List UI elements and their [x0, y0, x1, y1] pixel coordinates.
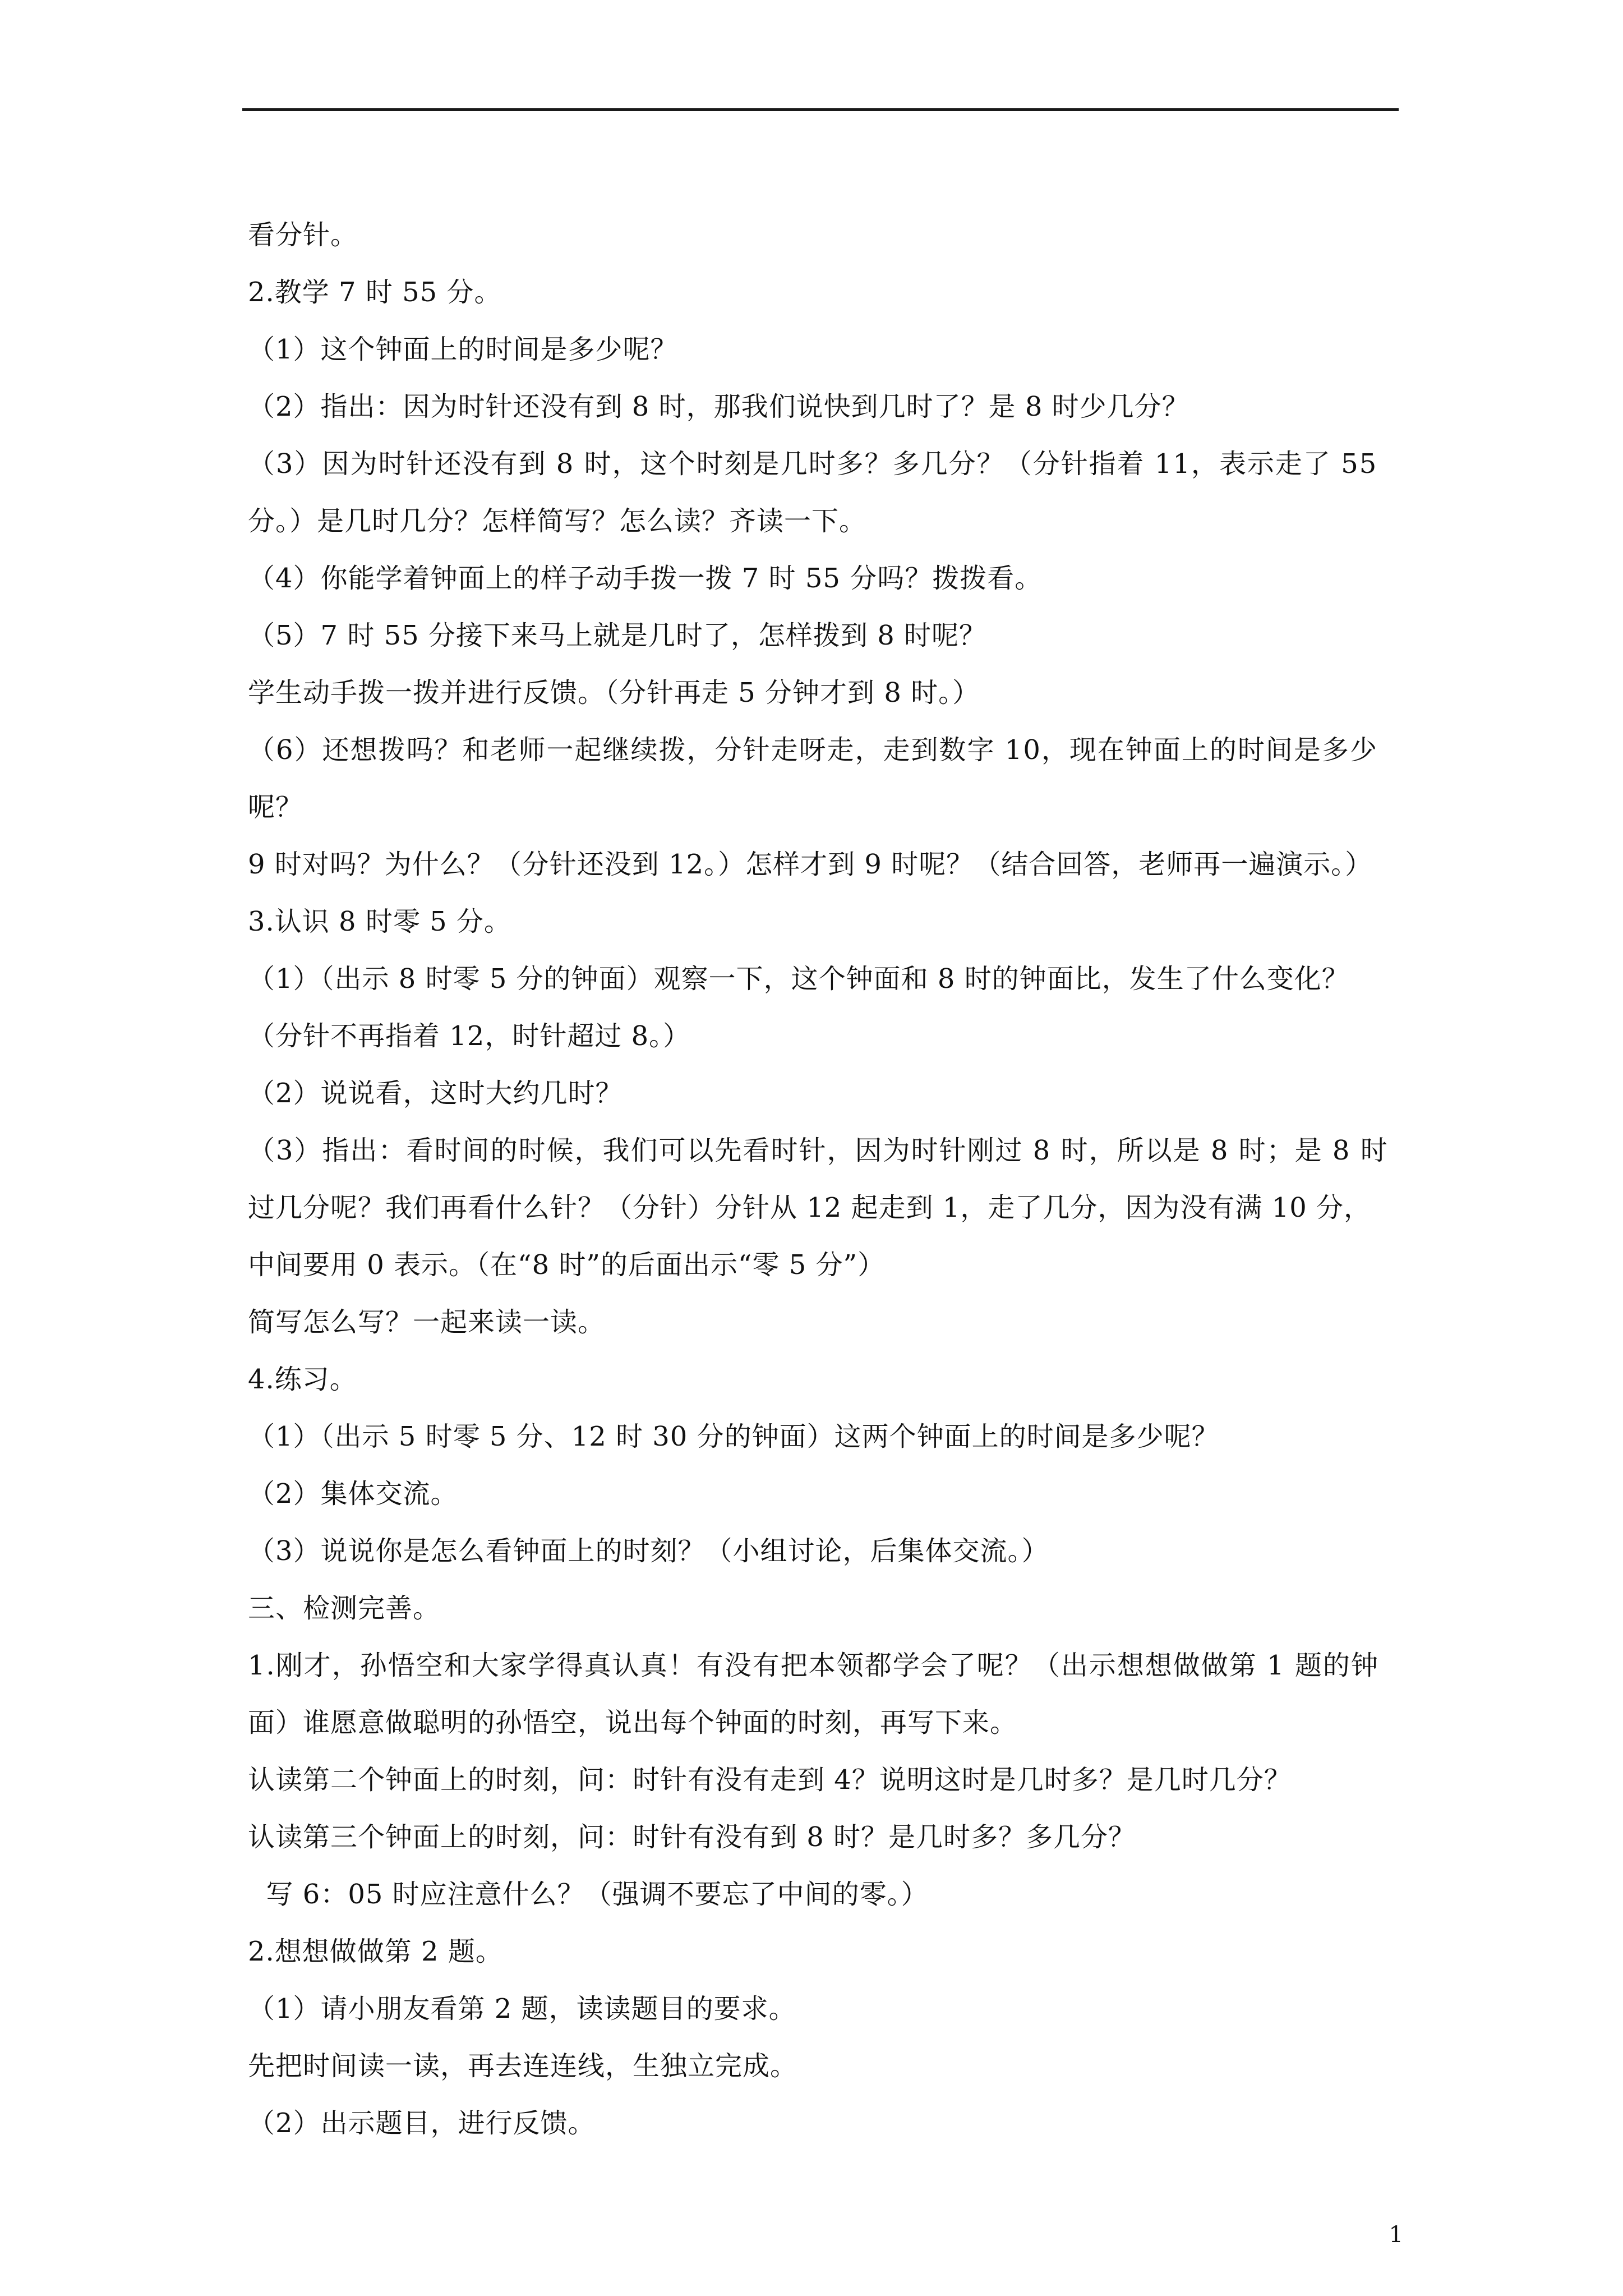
header-rule — [242, 108, 1399, 111]
text-line: 看分针。 — [248, 219, 358, 251]
text-line: （1）（出示 8 时零 5 分的钟面）观察一下，这个钟面和 8 时的钟面比，发生了什么变化？ — [248, 963, 1349, 995]
text-line: 呢？ — [248, 792, 303, 823]
text-line: 分。）是几时几分？怎样简写？怎么读？齐读一下。 — [248, 505, 867, 537]
text-line: 学生动手拨一拨并进行反馈。（分针再走 5 分钟才到 8 时。） — [248, 677, 980, 708]
text-line: 认读第二个钟面上的时刻，问：时针有没有走到 4？说明这时是几时多？是几时几分？ — [248, 1764, 1292, 1796]
text-line: （1）这个钟面上的时间是多少呢？ — [248, 334, 678, 365]
text-line: （4）你能学着钟面上的样子动手拨一拨 7 时 55 分吗？拨拨看。 — [248, 563, 1043, 594]
text-line: 面）谁愿意做聪明的孙悟空，说出每个钟面的时刻，再写下来。 — [248, 1707, 1018, 1738]
section-heading: 2.教学 7 时 55 分。 — [248, 277, 502, 308]
page-number: 1 — [1389, 2222, 1403, 2248]
text-line: （1）（出示 5 时零 5 分、12 时 30 分的钟面）这两个钟面上的时间是多少呢？ — [248, 1421, 1219, 1452]
document-body — [248, 206, 1403, 2152]
section-heading: 3.认识 8 时零 5 分。 — [248, 906, 511, 937]
text-line: （2）出示题目，进行反馈。 — [248, 2108, 596, 2139]
section-heading: 2.想想做做第 2 题。 — [248, 1936, 503, 1967]
text-line: （2）集体交流。 — [248, 1478, 458, 1510]
text-line: 9 时对吗？为什么？（分针还没到 12。）怎样才到 9 时呢？（结合回答，老师再一遍演示。） — [248, 849, 1373, 880]
text-line: 过几分呢？我们再看什么针？（分针）分针从 12 起走到 1，走了几分，因为没有满 10 分， — [248, 1192, 1371, 1223]
section-heading: 4.练习。 — [248, 1364, 357, 1395]
text-line: 认读第三个钟面上的时刻，问：时针有没有到 8 时？是几时多？多几分？ — [248, 1821, 1136, 1853]
text-line: 先把时间读一读，再去连连线，生独立完成。 — [248, 2050, 798, 2082]
text-line: （6）还想拨吗？和老师一起继续拨，分针走呀走，走到数字 10，现在钟面上的时间是多少 — [248, 734, 1378, 766]
text-line: （分针不再指着 12，时针超过 8。） — [248, 1020, 691, 1052]
text-line: 简写怎么写？一起来读一读。 — [248, 1306, 606, 1338]
text-line: （3）说说你是怎么看钟面上的时刻？（小组讨论，后集体交流。） — [248, 1535, 1049, 1567]
text-line: （1）请小朋友看第 2 题，读读题目的要求。 — [248, 1993, 796, 2024]
text-line: （3）因为时针还没有到 8 时，这个时刻是几时多？多几分？（分针指着 11，表示走了 55 — [248, 448, 1378, 480]
text-line: 1.刚才，孙悟空和大家学得真认真！有没有把本领都学会了呢？（出示想想做做第 1 题的钟 — [248, 1650, 1379, 1681]
text-line: （2）指出：因为时针还没有到 8 时，那我们说快到几时了？是 8 时少几分？ — [248, 391, 1189, 422]
text-line: （2）说说看，这时大约几时？ — [248, 1078, 623, 1109]
text-line: （3）指出：看时间的时候，我们可以先看时针，因为时针刚过 8 时，所以是 8 时；是 8 时 — [248, 1135, 1389, 1166]
section-heading: 三、检测完善。 — [248, 1593, 441, 1624]
text-line: 写 6：05 时应注意什么？（强调不要忘了中间的零。） — [248, 1879, 929, 1910]
text-line: （5）7 时 55 分接下来马上就是几时了，怎样拨到 8 时呢？ — [248, 620, 986, 651]
text-line: 中间要用 0 表示。（在“8 时”的后面出示“零 5 分”） — [248, 1249, 886, 1281]
